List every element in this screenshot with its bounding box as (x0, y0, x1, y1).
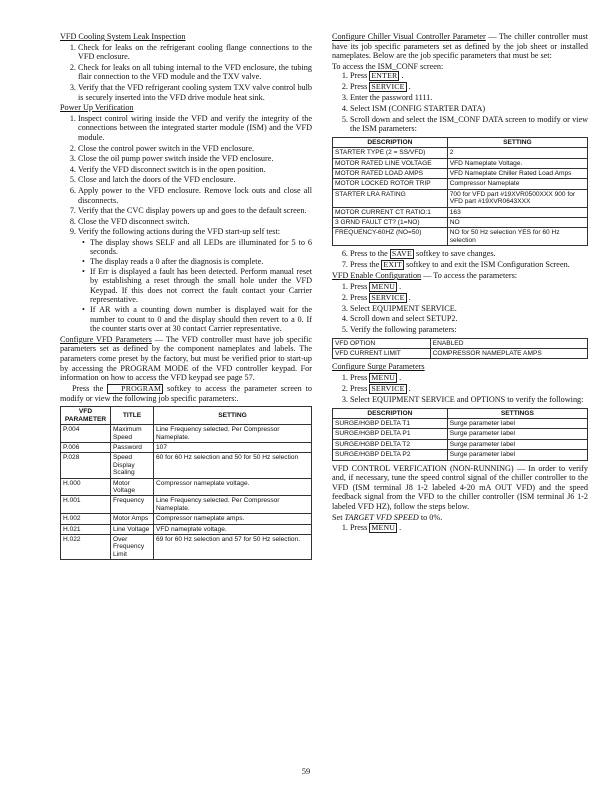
press-text: Press (350, 71, 370, 81)
list-item: 1. Check for leaks on the refrigerant cooling flange connections to the VFD enclosure. (78, 43, 312, 62)
table-cell: Line Voltage (111, 524, 154, 534)
configure-vfd-paragraph (60, 335, 312, 383)
set-text-post: to 0%. (418, 512, 443, 522)
table-row (333, 439, 588, 449)
ism-access-text: To access the ISM_CONF screen: (332, 61, 444, 71)
table-cell: 69 for 60 Hz selection and 57 for 50 Hz selection. (154, 535, 312, 560)
table-cell: P.004 (61, 425, 111, 443)
table-row (61, 443, 312, 453)
table-cell: VFD Nameplate Voltage. (447, 158, 587, 168)
table-cell: Line Frequency selected. Per Compressor Nameplate. (154, 496, 312, 514)
ism-save-steps (332, 249, 588, 270)
configure-vfd-heading: Configure VFD Parameters (60, 334, 152, 344)
table-cell: Surge parameter label (447, 429, 587, 439)
table-row (61, 478, 312, 496)
vfd-enable-table (332, 338, 588, 360)
service-key: SERVICE (371, 82, 405, 92)
page-number: 59 (301, 766, 311, 776)
table-cell: 163 (447, 207, 587, 217)
service-key: SERVICE (371, 292, 405, 302)
list-item: 2. Close the control power switch in the VFD enclosure. (78, 144, 312, 154)
menu-key: MENU (371, 281, 396, 291)
table-cell: Compressor nameplate voltage. (154, 478, 312, 496)
list-item: 4. Select ISM (CONFIG STARTER DATA) (350, 104, 588, 114)
surge-heading: Configure Surge Parameters (332, 362, 425, 372)
list-item: 4. Scroll down and select SETUP2. (350, 314, 588, 324)
list-item: 1. Press MENU . (350, 373, 588, 383)
table-cell: MOTOR LOCKED ROTOR TRIP (333, 179, 448, 189)
program-paragraph (60, 384, 312, 404)
list-item (78, 227, 312, 334)
power-up-heading: Power Up Verification (60, 103, 134, 113)
table-row (333, 228, 588, 246)
step-text: Press the (350, 260, 382, 270)
table-header: DESCRIPTION (333, 137, 448, 147)
table-row (333, 218, 588, 228)
enter-key: ENTER (371, 71, 398, 81)
list-item: • If Err is displayed a fault has been detected. Perform manual reset by establishing a reset through the small hole under the VFD Keypad. If this does not correct the fault contact your Carrier representative. (90, 267, 312, 305)
save-key: SAVE (391, 249, 412, 259)
list-item: 3. Enter the password 1111. (350, 93, 588, 103)
set-text: Set (332, 512, 345, 522)
press-text: Press (350, 281, 370, 291)
table-cell: COMPRESSOR NAMEPLATE AMPS (430, 349, 587, 359)
list-item: 7. Verify that the CVC display powers up and goes to the default screen. (78, 206, 312, 216)
list-item: 2. Press SERVICE . (350, 82, 588, 92)
list-item: 3. Verify that the VFD refrigerant cooling system TXV valve control bulb is securely inserted into the VFD drive module heat sink. (78, 83, 312, 102)
list-item: 4. Verify the VFD disconnect switch is in the open position. (78, 165, 312, 175)
table-row (61, 514, 312, 524)
list-item: 5. Close and latch the doors of the VFD enclosure. (78, 175, 312, 185)
self-test-bullets (78, 238, 312, 334)
table-cell: VFD CURRENT LIMIT (333, 349, 431, 359)
list-item: 5. Verify the following parameters: (350, 325, 588, 335)
vfd-control-steps (332, 523, 588, 533)
table-row (333, 168, 588, 178)
list-item: 8. Close the VFD disconnect switch. (78, 217, 312, 227)
ism-config-table (332, 137, 588, 246)
table-cell: H.022 (61, 535, 111, 560)
cvc-text: — The chiller controller must have its job specific parameters set as defined by the job sheet or installed nameplates. Below are the job specific parameters that must be set: (332, 32, 589, 61)
press-text: Press (350, 384, 370, 393)
list-item: 2. Press SERVICE . (350, 293, 588, 303)
step-text-post: softkey to save changes. (413, 249, 496, 259)
table-cell: FREQUENCY-60HZ (NO=50) (333, 228, 448, 246)
table-cell: MOTOR RATED LINE VOLTAGE (333, 158, 448, 168)
table-cell: Surge parameter label (447, 439, 587, 449)
table-row (333, 349, 588, 359)
list-item: • The display shows SELF and all LEDs are illuminated for 5 to 6 seconds. (90, 238, 312, 257)
table-header: SETTING (447, 137, 587, 147)
press-text: Press the (72, 383, 108, 393)
cvc-heading: Configure Chiller Visual Controller Parameter (332, 32, 486, 41)
step-text: Press to the (350, 249, 390, 259)
table-cell: P.028 (61, 453, 111, 478)
table-header: SETTING (154, 407, 312, 425)
table-cell: Compressor nameplate amps. (154, 514, 312, 524)
cvc-paragraph (332, 32, 588, 61)
ism-steps (332, 71, 588, 133)
table-cell: NO (447, 218, 587, 228)
surge-steps (332, 373, 588, 405)
list-item: 1. Press MENU . (350, 523, 588, 533)
table-row (333, 179, 588, 189)
table-cell: ENABLED (430, 338, 587, 348)
exit-key: EXIT (383, 260, 402, 270)
table-cell: H.002 (61, 514, 111, 524)
table-cell: Compressor Nameplate (447, 179, 587, 189)
table-header: VFD PARAMETER (61, 407, 111, 425)
table-cell: Over Frequency Limit (111, 535, 154, 560)
vfd-enable-steps (332, 282, 588, 335)
list-item: 1. Press MENU . (350, 282, 588, 292)
table-cell: Password (111, 443, 154, 453)
table-cell: VFD Nameplate Chiller Rated Load Amps (447, 168, 587, 178)
table-cell: SURGE/HGBP DELTA P2 (333, 450, 448, 460)
list-item: 1. Press ENTER . (350, 71, 588, 81)
menu-key: MENU (371, 523, 396, 533)
self-test-intro: Verify the following actions during the VFD start-up self test: (78, 227, 280, 237)
right-column (332, 32, 588, 534)
table-cell: 3 GRND FAULT CT? (1=NO) (333, 218, 448, 228)
table-row (61, 453, 312, 478)
vfd-enable-text: — To access the parameters: (421, 271, 518, 281)
configure-vfd-text: — The VFD controller must have job specific parameters set as defined by the component nameplates and labels. The parameters come preset by the factory, but must be verified prior to start-up by accessing the PROGRAM MODE of the VFD controller keypad. For information on how to access the VFD keypad see page 57. (60, 334, 313, 383)
table-cell: Line Frequency selected. Per Compressor Nameplate. (154, 425, 312, 443)
list-item: • If AR with a counting down number is displayed wait for the number to count to 0 and the display should then revert to a 0. If the counter starts over at 30 contact Carrier representative. (90, 305, 312, 334)
table-cell: Frequency (111, 496, 154, 514)
target-vfd-speed: TARGET VFD SPEED (344, 512, 419, 522)
menu-key: MENU (371, 373, 396, 382)
table-cell: VFD OPTION (333, 338, 431, 348)
set-target-line (332, 513, 588, 523)
table-cell: Maximum Speed (111, 425, 154, 443)
table-row (333, 189, 588, 207)
table-row (333, 429, 588, 439)
list-item: 2. Press SERVICE . (350, 384, 588, 394)
table-cell: 700 for VFD part #19XVR0500XXX 900 for VFD part #19XVR0643XXX (447, 189, 587, 207)
table-cell: SURGE/HGBP DELTA P1 (333, 429, 448, 439)
table-header: TITLE (111, 407, 154, 425)
table-row (61, 524, 312, 534)
table-cell: Motor Amps (111, 514, 154, 524)
list-item: 1. Inspect control wiring inside the VFD and verify the integrity of the connections between the integrated starter module (ISM) and the VFD module. (78, 114, 312, 143)
program-key: PROGRAM (107, 384, 163, 394)
table-cell: STARTER TYPE (2 = SS/VFD) (333, 148, 448, 158)
table-cell: STARTER LRA RATING (333, 189, 448, 207)
table-cell: 107 (154, 443, 312, 453)
table-cell: SURGE/HGBP DELTA T1 (333, 419, 448, 429)
table-row (333, 419, 588, 429)
table-row (61, 496, 312, 514)
table-cell: Motor Voltage (111, 478, 154, 496)
table-row (333, 148, 588, 158)
table-cell: H.001 (61, 496, 111, 514)
press-text: Press (350, 292, 370, 302)
table-cell: P.006 (61, 443, 111, 453)
list-item: 5. Scroll down and select the ISM_CONF DATA screen to modify or view the ISM parameters: (350, 115, 588, 134)
vfd-control-paragraph: VFD CONTROL VERFICATION (NON-RUNNING) — In order to verify and, if necessary, tune the speed control signal of the chiller controller to the VFD (ISM terminal J8 1-2 labeled 4-20 mA OUT VFD) and the speed feedback signal from the VFD to the chiller controller (ISM terminal J6 1-2 labeled VFD HZ), follow the steps below. (332, 463, 588, 511)
left-column (60, 32, 312, 563)
vfd-enable-paragraph (332, 271, 588, 281)
list-item: 3. Close the oil pump power switch inside the VFD enclosure. (78, 154, 312, 164)
table-header: SETTINGS (447, 408, 587, 418)
table-cell: VFD nameplate voltage. (154, 524, 312, 534)
list-item: • The display reads a 0 after the diagnosis is complete. (90, 257, 312, 267)
press-text-post: softkey to access the parameter screen to modify or view the following job specific parameters:. (60, 383, 312, 403)
press-text: Press (350, 373, 370, 382)
press-text: Press (350, 523, 370, 533)
table-row (333, 338, 588, 348)
table-cell: SURGE/HGBP DELTA T2 (333, 439, 448, 449)
table-row (333, 450, 588, 460)
list-item: 3. Select EQUIPMENT SERVICE. (350, 304, 588, 314)
list-item: 2. Check for leaks on all tubing internal to the VFD enclosure, the tubing flair connection to the VFD module and the TXV valve. (78, 63, 312, 82)
table-row (61, 535, 312, 560)
vfd-parameter-table (60, 406, 312, 560)
table-cell: Surge parameter label (447, 419, 587, 429)
table-cell: MOTOR RATED LOAD AMPS (333, 168, 448, 178)
table-row (333, 158, 588, 168)
vfd-enable-heading: VFD Enable Configuration (332, 271, 422, 281)
table-row (61, 425, 312, 443)
table-cell: 2 (447, 148, 587, 158)
surge-table (332, 408, 588, 461)
table-cell: MOTOR CURRENT CT RATIO:1 (333, 207, 448, 217)
service-key: SERVICE (371, 384, 405, 393)
list-item: 6. Apply power to the VFD enclosure. Remove lock outs and close all disconnects. (78, 186, 312, 205)
leak-inspection-heading: VFD Cooling System Leak Inspection (60, 32, 186, 41)
list-item (350, 249, 588, 259)
step-text-post: softkey to and exit the ISM Configuration Screen. (403, 260, 570, 270)
table-row (333, 207, 588, 217)
power-up-steps (60, 114, 312, 334)
table-cell: NO for 50 Hz selection YES for 60 Hz selection (447, 228, 587, 246)
list-item (350, 260, 588, 270)
table-cell: Speed Display Scaling (111, 453, 154, 478)
leak-inspection-steps (60, 43, 312, 103)
table-cell: H.021 (61, 524, 111, 534)
table-cell: H.000 (61, 478, 111, 496)
table-header: DESCRIPTION (333, 408, 448, 418)
table-cell: 60 for 60 Hz selection and 50 for 50 Hz selection (154, 453, 312, 478)
press-text: Press (350, 82, 370, 92)
list-item: 3. Select EQUIPMENT SERVICE and OPTIONS to verify the following: (350, 395, 588, 405)
table-cell: Surge parameter label (447, 450, 587, 460)
